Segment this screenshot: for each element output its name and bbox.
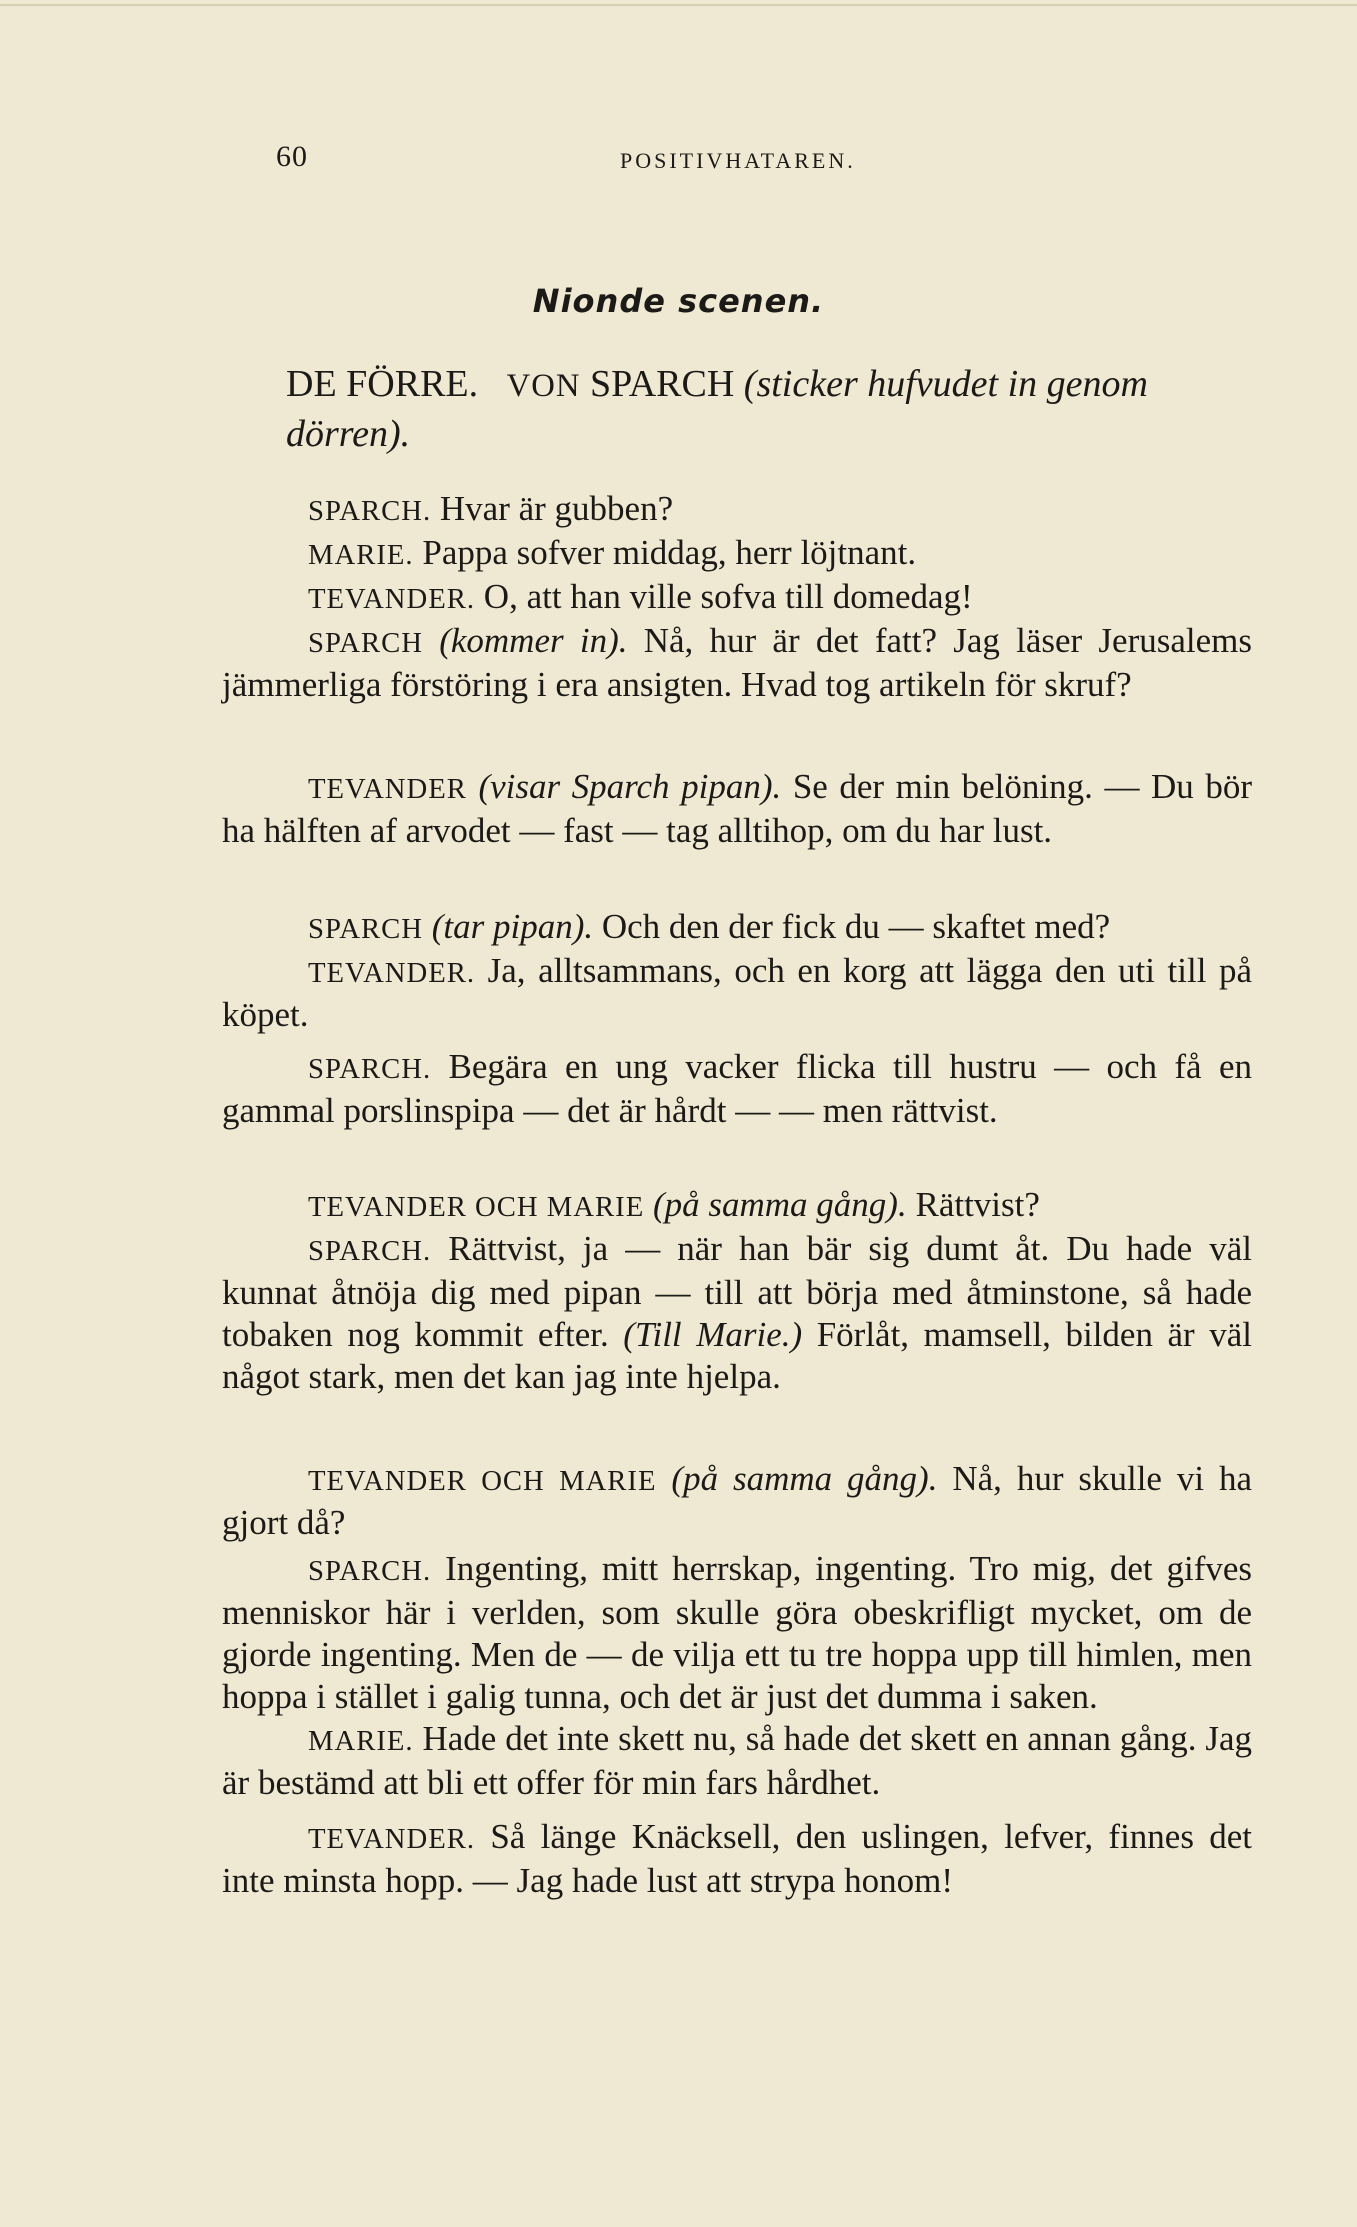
stage-heading (286, 360, 1226, 458)
dialogue-line (222, 1718, 1252, 1804)
speech: Rättvist? (915, 1185, 1040, 1224)
speech: Nå, hur är det fatt? Jag läser Jerusalems jämmerliga förstöring i era ansigten. Hvad tog artikeln för skruf? (222, 621, 1252, 704)
stage-direction: (på samma gång). (652, 1185, 907, 1224)
dialogue-line (222, 620, 1252, 706)
speaker: TEVANDER OCH MARIE (308, 1191, 645, 1223)
speech: Och den der fick du — skaftet med? (601, 907, 1111, 946)
dialogue-line (222, 1046, 1252, 1132)
speaker: MARIE. (308, 539, 414, 571)
stage-direction: (Till Marie.) (623, 1315, 803, 1354)
dialogue-line (222, 906, 1252, 950)
speaker: SPARCH. (308, 1555, 432, 1587)
dialogue-line (222, 1228, 1252, 1398)
dialogue-line (222, 576, 1252, 620)
dialogue-line (222, 1184, 1252, 1228)
stage-direction: (kommer in). (439, 621, 628, 660)
speaker: SPARCH. (308, 495, 432, 527)
dialogue-line (222, 1548, 1252, 1718)
speaker: TEVANDER. (308, 583, 476, 615)
dialogue-block (222, 1548, 1252, 1902)
speech: Se der min belöning. — Du bör ha hälften af arvodet — fast — tag alltihop, om du har lust. (222, 767, 1253, 850)
speaker: TEVANDER OCH MARIE (308, 1465, 657, 1497)
stage-direction: (tar pipan). (431, 907, 594, 946)
scene-title: Nionde scenen. (532, 282, 825, 320)
speaker: TEVANDER. (308, 957, 476, 989)
stage-direction: (sticker hufvudet in genom dörren). (286, 363, 1148, 455)
running-title: POSITIVHATAREN. (620, 148, 856, 173)
dialogue-line (222, 766, 1252, 852)
speaker: SPARCH (308, 913, 423, 945)
speech: Ja, alltsammans, och en korg att lägga den uti till på köpet. (222, 951, 1253, 1034)
dialogue-block (222, 766, 1252, 852)
dialogue-line (222, 488, 1252, 532)
speech: Hvar är gubben? (439, 489, 674, 528)
von-label: VON (506, 368, 581, 404)
speech: Ingenting, mitt herrskap, ingenting. Tro mig, det gifves menniskor här i verlden, som skulle göra obeskrifligt mycket, om de gjorde ingenting. Men de — de vilja ett tu tre hoppa upp till himlen, men hoppa i stället i galig tunna, och det är just det dumma i saken. (222, 1549, 1253, 1716)
dialogue-line (222, 532, 1252, 576)
page-number: 60 (276, 140, 308, 173)
speaker: MARIE. (308, 1725, 414, 1757)
speech: Hade det inte skett nu, så hade det skett en annan gång. Jag är bestämd att bli ett offer för min fars hårdhet. (222, 1719, 1252, 1802)
dialogue-block (222, 1184, 1252, 1398)
stage-direction: (på samma gång). (671, 1459, 938, 1498)
speaker: SPARCH. (308, 1235, 432, 1267)
running-head (0, 140, 1357, 180)
speech: O, att han ville sofva till domedag! (483, 577, 973, 616)
speaker: TEVANDER. (308, 1823, 476, 1855)
page-edge (0, 4, 1357, 6)
speaker: SPARCH. (308, 1053, 432, 1085)
persons-label: DE FÖRRE. (286, 363, 479, 405)
dialogue-line (222, 950, 1252, 1036)
stage-direction: (visar Sparch pipan). (478, 767, 782, 806)
dialogue-block (222, 1458, 1252, 1544)
speech: Nå, hur skulle vi ha gjort då? (222, 1459, 1253, 1542)
speech: Så länge Knäcksell, den uslingen, lefver, finnes det inte minsta hopp. — Jag hade lust att strypa honom! (222, 1817, 1252, 1900)
speech: Förlåt, mamsell, bilden är väl något stark, men det kan jag inte hjelpa. (222, 1315, 1252, 1396)
speech: Pappa sofver middag, herr löjtnant. (422, 533, 917, 572)
speech: Rättvist, ja — när han bär sig dumt åt. Du hade väl kunnat åtnöja dig med pipan — till att börja med åtminstone, så hade tobaken nog kommit efter. (222, 1229, 1253, 1354)
dialogue-block (222, 488, 1252, 706)
dialogue-block (222, 906, 1252, 1036)
dialogue-line (222, 1458, 1252, 1544)
speaker: SPARCH (308, 627, 423, 659)
dialogue-block (222, 1046, 1252, 1132)
speaker: TEVANDER (308, 773, 467, 805)
sparch-label: SPARCH (589, 363, 735, 405)
speech: Begära en ung vacker flicka till hustru — och få en gammal porslinspipa — det är hårdt — — men rättvist. (222, 1047, 1252, 1130)
dialogue-line (222, 1816, 1252, 1902)
